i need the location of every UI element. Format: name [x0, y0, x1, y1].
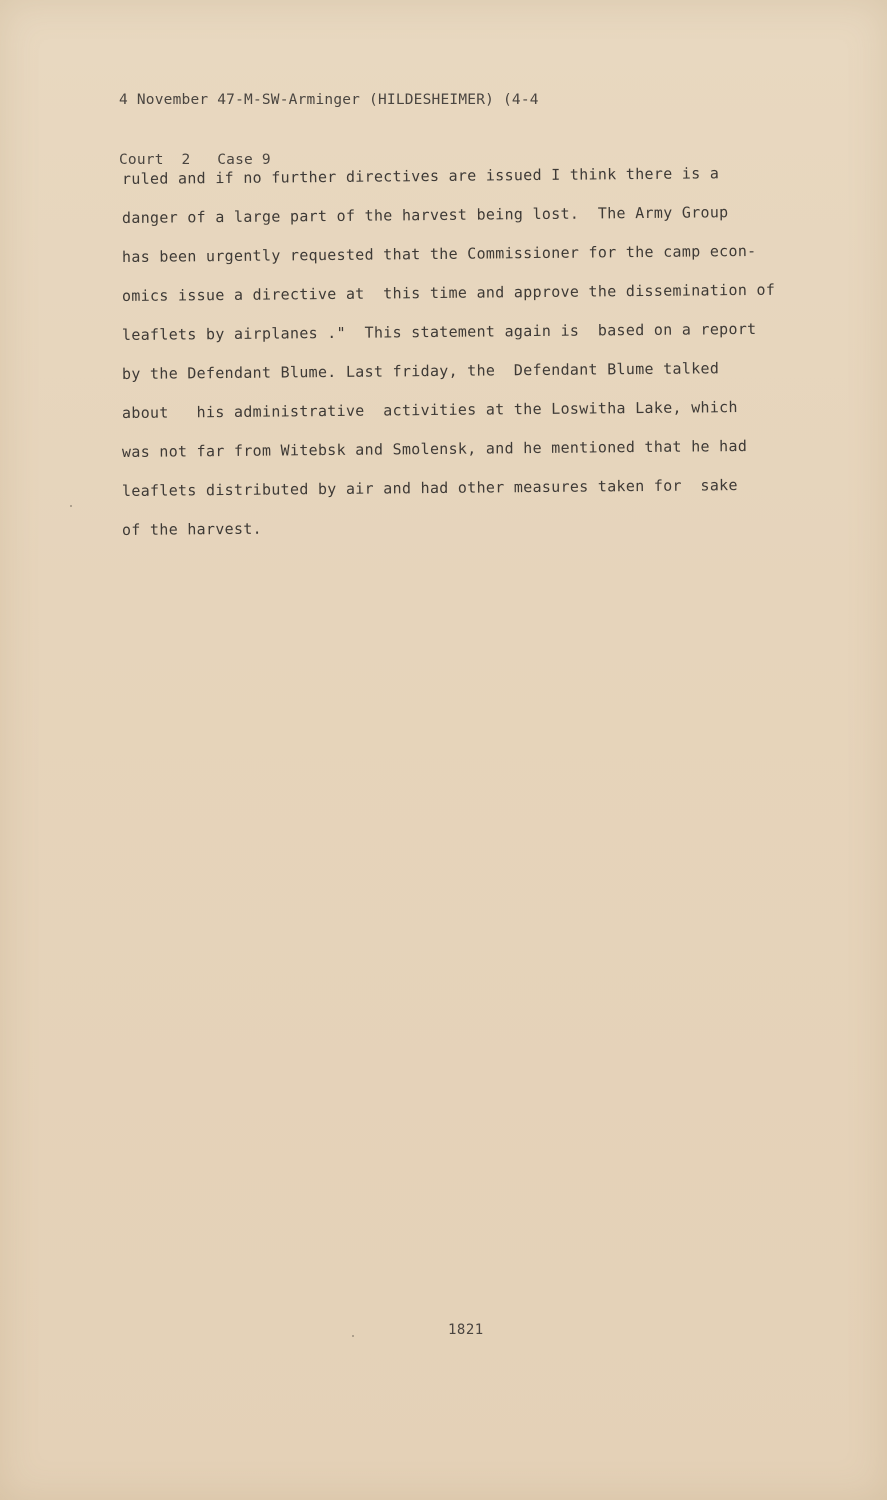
body-line: ruled and if no further directives are issued I think there is a — [121, 164, 720, 188]
body-line: about his administrative activities at the Loswitha Lake, which — [121, 398, 738, 422]
body-line: danger of a large part of the harvest being lost. The Army Group — [121, 203, 729, 227]
body-line: was not far from Witebsk and Smolensk, and he mentioned that he had — [121, 436, 748, 461]
body-line: of the harvest. — [121, 519, 263, 539]
header-line-1: 4 November 47-M-SW-Arminger (HILDESHEIMER) (4-4 — [119, 92, 539, 108]
paper-speck — [70, 505, 72, 507]
body-line: leaflets by airplanes ." This statement again is based on a report — [121, 319, 757, 344]
page-number: 1821 — [448, 1322, 484, 1338]
body-line: leaflets distributed by air and had other measures taken for sake — [121, 476, 738, 500]
transcript-body — [122, 160, 812, 550]
body-line: omics issue a directive at this time and approve the dissemination of — [121, 280, 776, 305]
paper-speck — [352, 1335, 354, 1337]
body-line: has been urgently requested that the Commissioner for the camp econ- — [121, 241, 757, 266]
body-line: by the Defendant Blume. Last friday, the Defendant Blume talked — [121, 359, 720, 383]
header-line-2: Court 2 Case 9 — [119, 152, 271, 168]
